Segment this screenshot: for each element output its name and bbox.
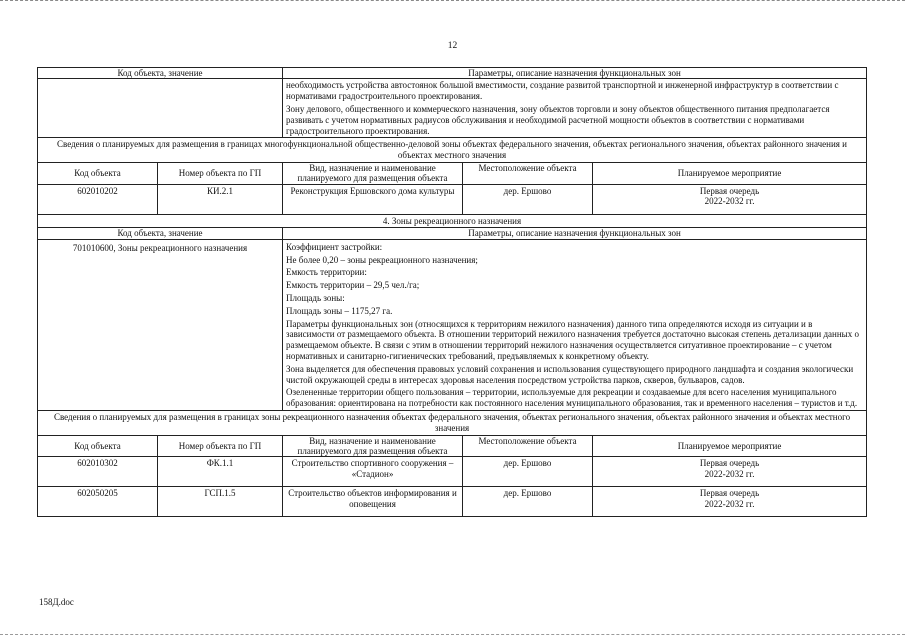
params-line: Емкость территории – 29,5 чел./га;	[286, 280, 420, 291]
section4-row	[38, 239, 867, 410]
col-header-name: Вид, назначение и наименование планируемого для размещения объекта	[283, 435, 463, 457]
section-title: 4. Зоны рекреационного назначения	[38, 214, 867, 228]
object-location: дер. Ершово	[463, 184, 593, 214]
params-line: Емкость территории:	[286, 267, 367, 278]
col-header-measure: Планируемое мероприятие	[593, 162, 867, 184]
table-row	[38, 487, 867, 517]
params-line: Коэффициент застройки:	[286, 241, 383, 252]
object-number: КИ.2.1	[158, 184, 283, 214]
params-paragraph: Озелененные территории общего пользования – территории, используемые для рекреации и создаваемые для всего населения муниципального образования: ориентирована на потребности как постоянного населения муниципального образования, так и временного населения – туристов и т.д.	[286, 387, 858, 409]
scan-edge-bottom	[0, 634, 905, 637]
object-measure	[593, 184, 867, 214]
planned2-title: Сведения о планируемых для размещения в границах зоны рекреационного назначения объектах федерального значения, объектах регионального значения, объектах районного значения и объектах местного значения	[38, 410, 867, 435]
col-header-code: Код объекта	[38, 162, 158, 184]
planned2-header-row	[38, 435, 867, 457]
header-params: Параметры, описание назначения функциональных зон	[283, 68, 867, 79]
block1-params-cell	[283, 79, 867, 138]
col-header-code: Код объекта	[38, 435, 158, 457]
col-header-name: Вид, назначение и наименование планируемого для размещения объекта	[283, 162, 463, 184]
planned1-header-row	[38, 162, 867, 184]
planned1-title: Сведения о планируемых для размещения в границах многофункциональной общественно-деловой зоны объектах федерального значения, объектах регионального значения, объектах районного значения и объектах местного значения	[38, 138, 867, 163]
block1-row	[38, 79, 867, 138]
measure-period: 2022-2032 гг.	[704, 196, 755, 207]
col-header-number: Номер объекта по ГП	[158, 162, 283, 184]
zones-table	[37, 67, 867, 517]
header-code: Код объекта, значение	[38, 228, 283, 239]
object-code: 602010302	[38, 457, 158, 487]
section4-header-row	[38, 228, 867, 239]
params-line: Площадь зоны – 1175,27 га.	[286, 305, 393, 316]
col-header-location: Местоположение объекта	[463, 435, 593, 457]
params-paragraph: необходимость устройства автостоянок большой вместимости, создание развитой транспортной и инженерной инфраструктур в соответствии с нормативами градостроительного проектирования.	[286, 80, 839, 102]
section4-title-row	[38, 214, 867, 228]
object-number: ГСП.1.5	[158, 487, 283, 517]
object-number: ФК.1.1	[158, 457, 283, 487]
scan-edge-top	[0, 0, 905, 3]
header-code: Код объекта, значение	[38, 68, 283, 79]
col-header-location: Местоположение объекта	[463, 162, 593, 184]
object-location: дер. Ершово	[463, 487, 593, 517]
block1-code-cell	[38, 79, 283, 138]
planned2-title-row	[38, 410, 867, 435]
object-measure	[593, 487, 867, 517]
params-paragraph: Зона выделяется для обеспечения правовых условий сохранения и использования существующего природного ландшафта и создания экологически чистой окружающей среды в интересах здоровья населения посредством устройства парков, скверов, бульваров, садов.	[286, 363, 854, 385]
object-code: 602010202	[38, 184, 158, 214]
block1-header-row	[38, 68, 867, 79]
footer-filename: 158Д.doc	[39, 597, 74, 607]
object-location: дер. Ершово	[463, 457, 593, 487]
params-line: Площадь зоны:	[286, 292, 345, 303]
measure-period: 2022-2032 гг.	[704, 468, 755, 479]
measure-stage: Первая очередь	[699, 458, 760, 469]
planned1-title-row	[38, 138, 867, 163]
col-header-number: Номер объекта по ГП	[158, 435, 283, 457]
object-name: Реконструкция Ершовского дома культуры	[283, 184, 463, 214]
measure-stage: Первая очередь	[699, 185, 760, 196]
measure-period: 2022-2032 гг.	[704, 498, 755, 509]
params-line: Не более 0,20 – зоны рекреационного назначения;	[286, 254, 478, 265]
table-row	[38, 184, 867, 214]
params-paragraph: Зону делового, общественного и коммерческого назначения, зону объектов торговли и зону объектов общественного питания предполагается развивать с учетом нормативных радиусов обслуживания и необходимой расчетной мощности объектов в соответствии с нормативами градостроительного проектирования.	[286, 103, 830, 136]
object-code: 602050205	[38, 487, 158, 517]
col-header-measure: Планируемое мероприятие	[593, 435, 867, 457]
page-number: 12	[447, 41, 458, 51]
zone-params-cell	[283, 239, 867, 410]
header-params: Параметры, описание назначения функциональных зон	[283, 228, 867, 239]
object-name: Строительство спортивного сооружения – «Стадион»	[283, 457, 463, 487]
zone-code-value: 701010600, Зоны рекреационного назначения	[38, 239, 283, 410]
measure-stage: Первая очередь	[699, 488, 760, 499]
object-name: Строительство объектов информирования и оповещения	[283, 487, 463, 517]
params-paragraph: Параметры функциональных зон (относящихся к территориям нежилого назначения) данного типа определяются исходя из ситуации и в зависимости от размещаемого объекта. В отношении территорий нежилого назначения требуется достаточно высокая степень детализации данных о размещаемом объекте. В связи с этим в отношении территорий нежилого назначения осуществляется ситуативное проектирование – с учетом нормативных и санитарно-гигиенических требований, предъявляемых к конкретному объекту.	[286, 318, 859, 361]
object-measure	[593, 457, 867, 487]
table-row	[38, 457, 867, 487]
